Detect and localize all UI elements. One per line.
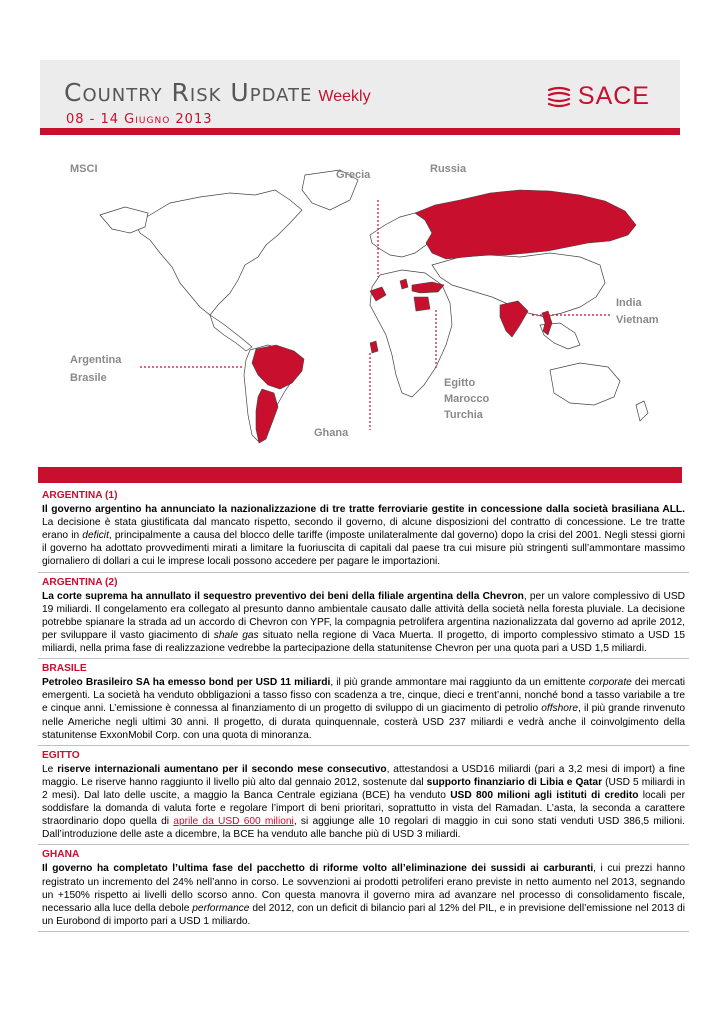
sace-logo [546, 82, 650, 111]
ghana-highlight [370, 341, 378, 353]
map-label-vietnam: Vietnam [616, 314, 659, 326]
news-heading: ARGENTINA (2) [42, 576, 118, 588]
news-item-brasile [38, 659, 689, 746]
map-label-india: India [616, 297, 642, 309]
date-range: 08 - 14 Giugno 2013 [66, 112, 213, 127]
report-title: Country Risk Update Weekly [64, 78, 371, 107]
news-heading: BRASILE [42, 663, 87, 675]
russia-highlight [415, 190, 636, 259]
section-divider-bar [38, 467, 682, 483]
map-label-russia: Russia [430, 163, 467, 175]
argentina-highlight [256, 389, 278, 443]
map-label-marocco: Marocco [444, 393, 490, 405]
map-label-msci: MSCI [70, 163, 98, 175]
news-item-argentina-2 [38, 573, 689, 660]
world-map-graphic [40, 145, 680, 455]
map-label-brasile: Brasile [70, 372, 107, 384]
sace-logo-icon [546, 84, 572, 110]
aprile-asta-link[interactable]: aprile da USD 600 milioni [173, 816, 294, 828]
news-heading: ARGENTINA (1) [42, 490, 118, 501]
india-highlight [500, 301, 528, 337]
news-heading: GHANA [42, 849, 80, 861]
sace-logo-text: SACE [577, 82, 650, 110]
central-america-shape [210, 315, 252, 351]
map-label-argentina: Argentina [70, 354, 122, 366]
map-label-turchia: Turchia [444, 409, 483, 421]
new-zealand-shape [636, 401, 648, 421]
news-list [38, 486, 689, 932]
news-body: Petroleo Brasileiro SA ha emesso bond per USD 11 miliardi, il più grande ammontare mai raggiunto da un emittente corporate dei mercati emergenti. La società ha venduto obbligazioni a tasso fisso con scadenza a tre, cinque, dieci e trent’anni, nonché bond a tasso variabile a tre e cinque anni. L’emissione è connessa al finanziamento di un progetto di sviluppo di un giacimento di petrolio offshore, il più grande rinvenuto nelle Americhe negli ultimi 30 anni. Il progetto, di durata quinquennale, costerà USD 237 miliardi e vedrà anche il coinvolgimento della statunitense ExxonMobil Corp. con una quota di minoranza. [42, 677, 685, 741]
egitto-highlight [414, 297, 430, 311]
world-map [40, 145, 680, 455]
news-body: Il governo argentino ha annunciato la nazionalizzazione di tre tratte ferroviarie gestite in concessione dalla società brasiliana ALL. La decisione è stata giustificata dal mancato rispetto, secondo il governo, di alcune disposizioni del contratto di concessione. Le tre tratte erano in deficit, principalmente a causa del blocco delle tariffe (imposte unilateralmente dal governo) dopo la crisi del 2001. Negli stessi giorni il governo ha adottato provvedimenti mirati a limitare la fuoriuscita di capitali dal paese tra cui misure più stringenti sull’ammontare massimo giornaliero di dollari a cui le imprese locali possono accedere per pagare le importazioni. [42, 504, 685, 568]
north-america-shape [135, 190, 302, 315]
map-label-grecia: Grecia [336, 169, 371, 181]
europe-shape [370, 213, 432, 257]
weekly-label: Weekly [318, 88, 371, 105]
news-body: Le riserve internazionali aumentano per il secondo mese consecutivo, attestandosi a USD16 miliardi (pari a 3,2 mesi di import) a fine maggio. Le riserve hanno raggiunto il livello più alto dal gennaio 2012, sostenute dal supporto finanziario di Libia e Qatar (USD 5 miliardi in 2 mesi). Dal lato delle uscite, a maggio la Banca Centrale egiziana (BCE) ha venduto USD 800 milioni agli istituti di credito locali per soddisfare la domanda di valuta forte e regolare l’import di beni prioritari, soprattutto in vista del Ramadan. L’asta, la seconda a carattere straordinario dopo quella di aprile da USD 600 milioni, si aggiunge alle 10 regolari di maggio in cui sono stati venduti USD 386,5 milioni. Dall’introduzione delle aste a dicembre, la BCE ha venduto alle banche più di USD 3 miliardi. [42, 763, 686, 841]
news-item-egitto [38, 746, 689, 846]
news-body: Il governo ha completato l’ultima fase del pacchetto di riforme volto all’eliminazione dei sussidi ai carburanti, i cui prezzi hanno registrato un incremento del 24% nell’anno in corso. Le sovvenzioni ai prodotti petroliferi erano previste in netto aumento nel 2013, segnando un +150% rispetto ai livelli dello scorso anno. Con questa manovra il governo mira ad avanzare nel processo di consolidamento fiscale, necessario alla luce della debole performance del 2012, con un deficit di bilancio pari al 12% del PIL, e in previsione dell’emissione nel 2013 di un Eurobond di importo pari a USD 1 miliardo. [42, 863, 685, 927]
news-body: La corte suprema ha annullato il sequestro preventivo dei beni della filiale argentina della Chevron, per un valore complessivo di USD 19 miliardi. Il congelamento era collegato al presunto danno ambientale causato dalle attività della società nella foresta pluviale. La decisione potrebbe spianare la strada ad un accordo di Chevron con YPF, la compagnia petrolifera argentina nazionalizzata dal governo ad aprile 2012, per sviluppare il vasto giacimento di shale gas situato nella regione di Vaca Muerta. Il progetto, di importo complessivo stimato a USD 15 miliardi, nella prima fase di realizzazione vedrebbe la partecipazione della statunitense Chevron per una quota pari a USD 1,5 miliardi. [42, 590, 685, 655]
australia-shape [550, 363, 620, 405]
news-item-ghana [38, 845, 689, 932]
report-header [40, 60, 680, 135]
news-heading: EGITTO [42, 749, 80, 761]
map-label-egitto: Egitto [444, 377, 476, 389]
map-label-ghana: Ghana [314, 427, 349, 439]
news-item-argentina-1 [38, 486, 689, 573]
